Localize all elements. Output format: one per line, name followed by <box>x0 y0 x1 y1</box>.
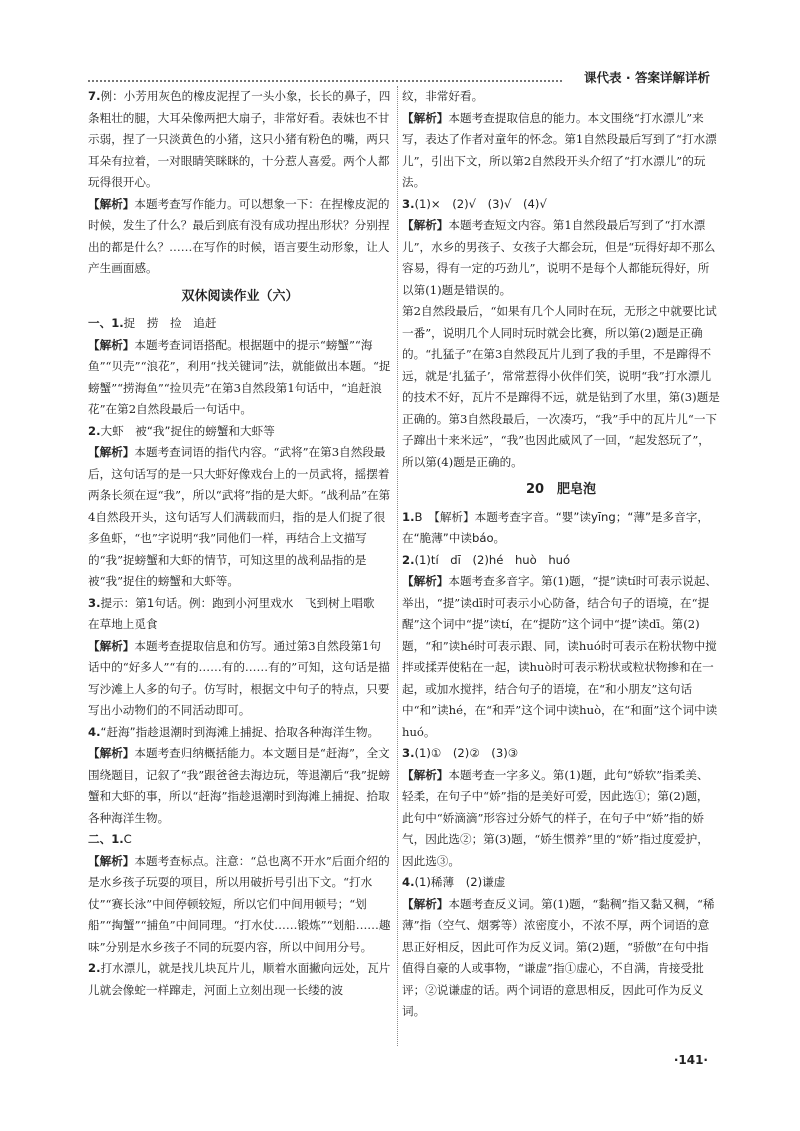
answer-item <box>88 421 392 443</box>
item-text: 本题考查多音字。第(1)题，“提”读tí时可表示说起、举出，“提”读dī时可表示小心防备，结合句子的语境，在“提醒”这个词中“提”读tí，在“提防”这个词中“提”读dī。第(2)题，“和”读hé时可表示跟、同，读huó时可表示在粉状物中搅拌或揉弄使粘在一起，读huò时可表示粉状或粒状物掺和在一起，或加水搅拌，结合句子的语境，在“和小朋友”这句话中“和”读hé，在“和弄”这个词中读huò，在“和面”这个词中读huó。 <box>402 574 718 739</box>
item-text: 本题考查短文内容。第1自然段最后写到了“打水漂儿”，水乡的男孩子、女孩子大都会玩，但是“玩得好却不那么容易，得有一定的巧劲儿”，说明不是每个人都能玩得好，所以第(1)题是错误的。 <box>402 218 716 297</box>
item-text: 本题考查提取信息和仿写。通过第3自然段第1句话中的“好多人”“有的……有的……有的”可知，这句话是描写沙滩上人多的句子。仿写时，根据文中句子的特点，只要写出小动物们的不同活动即可。 <box>88 638 390 717</box>
item-text: 本题考查标点。注意：“总也离不开水”后面介绍的是水乡孩子玩耍的项目，所以用破折号引出下文。“打水仗”“赛长泳”中间停顿较短，所以它们中间用顿号；“划船”“掏蟹”“捕鱼”中间同理。“打水仗……锻炼”“划船……趣味”分别是水乡孩子不同的玩耍内容，所以中间用分号。 <box>88 853 391 954</box>
analysis-block <box>402 215 720 301</box>
item-number: 3. <box>88 595 101 610</box>
analysis-block <box>88 743 392 829</box>
header-dotted-rule <box>88 80 562 82</box>
analysis-block <box>88 194 392 280</box>
analysis-tag: 【解析】 <box>88 638 135 653</box>
item-number: 3. <box>402 196 415 211</box>
section-title: 双休阅读作业（六） <box>181 288 299 304</box>
item-text: 例：小芳用灰色的橡皮泥捏了一头小象，长长的鼻子，四条粗壮的腿，大耳朵像两把大扇子，非常好看。表妹也不甘示弱，捏了一只淡黄色的小猪，这只小猪有粉色的嘴，两只耳朵有拉着，一对眼睛笑眯眯的，十分惹人喜爱。两个人都玩得很开心。 <box>88 89 391 189</box>
analysis-block <box>402 894 720 1023</box>
analysis-block <box>402 765 720 873</box>
answer-item <box>402 743 720 765</box>
item-text: 本题考查写作能力。可以想象一下：在捏橡皮泥的时候，发生了什么？最后到底有没有成功捏出形状？分别捏出的都是什么？……在写作的时候，语言要生动形象，让人产生画面感。 <box>88 196 390 275</box>
item-text: (1)× (2)√ (3)√ (4)√ <box>414 196 547 211</box>
column-divider <box>397 86 398 1046</box>
item-number: 1. <box>402 509 415 524</box>
analysis-block <box>402 108 720 194</box>
answer-item <box>88 593 392 636</box>
analysis-tag: 【解析】 <box>402 218 449 232</box>
answer-item <box>402 550 720 572</box>
analysis-tag: 【解析】 <box>88 746 135 760</box>
left-column <box>88 86 392 1001</box>
item-number: 3. <box>402 746 415 760</box>
analysis-tag: 【解析】 <box>402 767 449 782</box>
analysis-tag: 【解析】 <box>88 853 135 868</box>
item-text: 本题考查词语搭配。根据题中的提示“螃蟹”“海鱼”“贝壳”“浪花”，利用“找关键词”法，就能做出本题。“捉螃蟹”“捞海鱼”“捡贝壳”在第3自然段第1句话中，“追赶浪花”在第2自然段最后一句话中。 <box>88 337 391 416</box>
item-text: B 【解析】本题考查字音。“婴”读yīng；“薄”是多音字，在“脆薄”中读báo。 <box>402 509 709 545</box>
analysis-block <box>88 851 392 959</box>
answer-item <box>88 958 392 1001</box>
item-number: 2. <box>88 961 101 975</box>
answer-item <box>402 507 720 550</box>
item-text: 第2自然段最后，“如果有几个人同时在玩，无形之中就要比试一番”，说明几个人同时玩时就会比赛，所以第(2)题是正确的。“扎猛子”在第3自然段瓦片儿到了我的手里，不是蹿得不远，就是‘扎猛子’，常常惹得小伙伴们笑，说明“我”打水漂儿的技术不好，瓦片不是蹿得不远，就是钻到了水里，第(3)题是正确的。第3自然段最后，一次凑巧，“我”手中的瓦片儿“一下子蹿出十来米远”，“我”也因此威风了一回，“起发怒玩了”，所以第(4)题是正确的。 <box>402 304 720 469</box>
analysis-tag: 【解析】 <box>402 110 449 125</box>
answer-item <box>88 722 392 744</box>
answer-item <box>402 872 720 894</box>
header-title: 课代表 · 答案详解详析 <box>584 70 710 85</box>
answer-item <box>88 829 392 851</box>
item-number: 4. <box>402 875 415 889</box>
item-number: 二、1. <box>88 832 124 846</box>
analysis-tag: 【解析】 <box>402 574 449 588</box>
item-text: 提示：第1句话。例：跑到小河里戏水 飞到树上唱歌 在草地上觅食 <box>88 595 387 631</box>
analysis-block <box>88 442 392 593</box>
item-text: 本题考查提取信息的能力。本文围绕“打水漂儿”来写，表达了作者对童年的怀念。第1自然段最后写到了“打水漂儿”，引出下文，所以第2自然段开头介绍了“打水漂儿”的玩法。 <box>402 110 717 189</box>
analysis-block <box>402 571 720 743</box>
analysis-tag: 【解析】 <box>402 896 449 911</box>
item-text: 本题考查归纳概括能力。本文题目是“赶海”，全文围绕题目，记叙了“我”跟爸爸去海边玩，等退潮后“我”捉螃蟹和大虾的事，所以“赶海”指趁退潮时到海滩上捕捉、拾取各种海洋生物。 <box>88 746 390 825</box>
item-text: 捉 捞 捡 追赶 <box>123 316 217 330</box>
analysis-block <box>402 301 720 473</box>
item-text: 打水漂儿，就是找儿块瓦片儿，顺着水面撇向远处，瓦片儿就会像蛇一样蹿走，河面上立刻出现一长缕的波 <box>88 961 391 997</box>
analysis-tag: 【解析】 <box>88 196 135 211</box>
item-text: (1)稀薄 (2)谦虚 <box>414 875 506 889</box>
answer-item <box>402 86 720 108</box>
item-text: 本题考查词语的指代内容。“武将”在第3自然段最后，这句话写的是一只大虾好像戏台上的一员武将，摇摆着两条长须在逗“我”，所以“武将”指的是大虾。“战利品”在第4自然段开头，这句话写人们满载而归，指的是人们捉了很多鱼虾，“也”字说明“我”同他们一样，再结合上文描写的“我”捉螃蟹和大虾的情节，可知这里的战利品指的是被“我”捉住的螃蟹和大虾等。 <box>88 445 391 588</box>
item-text: (1)tí dī (2)hé huò huó <box>414 552 571 567</box>
analysis-tag: 【解析】 <box>88 337 135 352</box>
item-text: 本题考查一字多义。第(1)题，此句“娇软”指柔美、轻柔，在句子中“娇”指的是美好可爱，因此选①；第(2)题，此句中“娇滴滴”形容过分娇气的样子，在句子中“娇”指的娇气，因此选②；第(3)题，“娇生惯养”里的“娇”指过度爱护，因此选③。 <box>402 767 709 868</box>
analysis-block <box>88 335 392 421</box>
section-title: 20 肥皂泡 <box>525 482 597 497</box>
item-number: 一、1. <box>88 316 124 330</box>
analysis-block <box>88 636 392 722</box>
right-column <box>402 86 720 1023</box>
item-number: 2. <box>402 552 415 567</box>
item-text: “赶海”指趁退潮时到海滩上捕捉、拾取各种海洋生物。 <box>100 724 380 739</box>
item-number: 2. <box>88 423 101 438</box>
answer-item <box>402 194 720 216</box>
item-number: 7. <box>88 89 101 103</box>
analysis-tag: 【解析】 <box>88 445 135 459</box>
answer-item <box>88 86 392 194</box>
item-text: C <box>123 832 132 846</box>
item-text: 纹，非常好看。 <box>402 89 484 103</box>
answer-item <box>88 313 392 335</box>
page-number: ·141· <box>673 1053 708 1067</box>
item-text: (1)① (2)② (3)③ <box>414 746 519 760</box>
item-text: 本题考查反义词。第(1)题，“黏稠”指又黏又稠，“稀薄”指（空气、烟雾等）浓密度小，不浓不厚，两个词语的意思正好相反，因此可作为反义词。第(2)题，“骄傲”在句中指值得自豪的人或事物，“谦虚”指①虚心，不自满，肯接受批评；②说谦虚的话。两个词语的意思相反，因此可作为反义词。 <box>402 896 715 1018</box>
item-number: 4. <box>88 724 101 739</box>
item-text: 大虾 被“我”捉住的螃蟹和大虾等 <box>100 423 275 438</box>
